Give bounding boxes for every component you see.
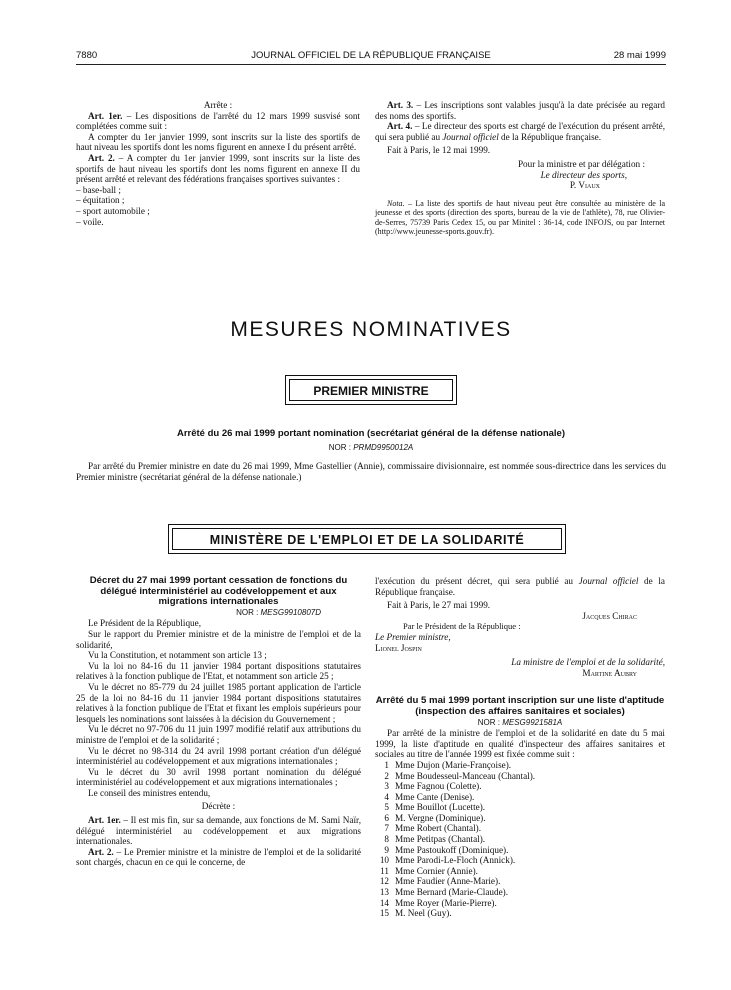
decret-para: Sur le rapport du Premier ministre et de la ministre de l'emploi et de la solidarité,: [76, 628, 361, 650]
decret-para: Vu la Constitution, et notamment son article 13 ;: [88, 650, 267, 661]
aptitude-intro: Par arrêté de la ministre de l'emploi et de la solidarité en date du 5 mai 1999, la liste d'aptitude en qualité d'inspecteur des affaires sanitaires et sociales au titre de l'année 1999 est fixée comme suit :: [375, 728, 665, 760]
list-item: [375, 802, 665, 813]
article-3: Art. 3. – Les inscriptions sont valables jusqu'à la date précisée au regard des noms des sportifs.: [375, 100, 665, 121]
list-item-number: 15: [379, 908, 389, 919]
top-left-column: [76, 100, 360, 227]
list-item: [375, 781, 665, 792]
page-number: 7880: [76, 50, 98, 61]
list-item-number: 9: [384, 844, 389, 855]
list-item-number: 4: [384, 791, 389, 802]
list-item: [375, 760, 665, 771]
decret-fait: Fait à Paris, le 27 mai 1999.: [387, 600, 491, 611]
decret-continuation: l'exécution du présent décret, qui sera publié au Journal officiel de la République française.: [375, 576, 665, 597]
aptitude-list: [375, 760, 665, 919]
nota: Nota. – La liste des sportifs de haut niveau peut être consultée au ministère de la jeunesse et des sports (direction des sports, bureau de la vie de l'athlète), 78, rue Olivier-de-Serres, 75739 Paris Cedex 15, ou par Minitel : 36-14, code INFOJS, ou par Internet (http://www.jeunesse-sports.gouv.fr).: [375, 198, 665, 236]
decret-para: Le Président de la République,: [88, 618, 202, 629]
list-item-number: 5: [384, 802, 389, 813]
ministre-emploi-line: La ministre de l'emploi et de la solidarité,: [511, 657, 665, 668]
nor-line: NOR : PRMD9950012A: [328, 443, 414, 452]
list-item: [375, 876, 665, 887]
decret-para: Vu le décret no 97-706 du 11 juin 1997 modifié relatif aux attributions du ministre de l'emploi et de la solidarité ;: [76, 724, 361, 745]
list-item-name: Mme Dujon (Marie-Françoise).: [395, 759, 512, 770]
list-item: [375, 866, 665, 877]
list-item-number: 6: [384, 812, 389, 823]
sport-item: – voile.: [76, 216, 104, 227]
list-item-name: Mme Royer (Marie-Pierre).: [395, 897, 497, 908]
ministere-heading: MINISTÈRE DE L'EMPLOI ET DE LA SOLIDARITÉ: [209, 533, 525, 547]
premier-ministre-line: Le Premier ministre,: [375, 631, 451, 642]
list-item-name: Mme Petitpas (Chantal).: [395, 834, 486, 845]
journal-title: JOURNAL OFFICIEL DE LA RÉPUBLIQUE FRANÇAISE: [251, 50, 491, 61]
list-item-number: 14: [379, 897, 389, 908]
list-item-name: Mme Pastoukoff (Dominique).: [395, 844, 509, 855]
decret-nor: NOR : MESG9910807D: [236, 607, 321, 617]
list-item: [375, 898, 665, 909]
issue-date: 28 mai 1999: [613, 50, 666, 61]
arrete-label: Arrête :: [203, 100, 233, 110]
top-right-column: [375, 100, 665, 236]
list-item: [375, 834, 665, 845]
list-item: [375, 823, 665, 834]
sport-item: – équitation ;: [76, 195, 125, 206]
list-item-name: Mme Bouillot (Lucette).: [395, 802, 486, 813]
premier-ministre-box: [285, 375, 457, 405]
list-item-number: 11: [380, 865, 389, 876]
article-1-para-2: A compter du 1er janvier 1999, sont inscrits sur la liste des sportifs de haut niveau les sportifs dont les noms figurent en annexe I du présent arrêté.: [76, 131, 360, 153]
signature-aubry: Martine Aubry: [582, 667, 637, 678]
list-item-number: 8: [384, 834, 389, 845]
signature-chirac: Jacques Chirac: [582, 610, 637, 621]
arrete-nomination-text: Par arrêté du Premier ministre en date du 26 mai 1999, Mme Gastellier (Annie), commissaire divisionnaire, est nommée sous-directrice dans les services du Premier ministre (secrétariat général de la défense nationale.): [76, 461, 666, 482]
decret-para: Le conseil des ministres entendu,: [88, 787, 211, 798]
decret-article-2: Art. 2. – Le Premier ministre et la ministre de l'emploi et de la solidarité sont chargés, chacun en ce qui le concerne, de: [76, 846, 361, 868]
list-item: [375, 855, 665, 866]
premier-ministre-heading: PREMIER MINISTRE: [313, 384, 429, 398]
article-2: Art. 2. – A compter du 1er janvier 1999, sont inscrits sur la liste des sportifs de haut niveau les sportifs dont les noms figurent en annexe II du présent arrêté et relevant des fédérations françaises sportives suivantes :: [76, 152, 360, 185]
list-item-number: 10: [379, 855, 389, 866]
aptitude-title: Arrêté du 5 mai 1999 portant inscription sur une liste d'aptitude (inspection des affaires sanitaires et sociales): [375, 695, 665, 717]
list-item: [375, 792, 665, 803]
decret-para: Vu le décret no 98-314 du 24 avril 1998 portant création d'un délégué interministériel au codéveloppement et aux migrations internationales ;: [76, 745, 361, 767]
list-item-number: 3: [384, 781, 389, 792]
decret-para: Vu la loi no 84-16 du 11 janvier 1984 portant dispositions statutaires relatives à la fonction publique de l'Etat, et notamment son article 25 ;: [76, 660, 361, 682]
decret-para: Vu le décret no 85-779 du 24 juillet 1985 portant application de l'article 25 de la loi no 84-16 du 11 janvier 1984 portant dispositions statutaires relatives à la fonction publique de l'Etat et fixant les emplois supérieurs pour lesquels les nominations sont laissées à la décision du Gouvernement ;: [76, 681, 361, 724]
list-item-number: 2: [384, 770, 389, 781]
list-item-name: Mme Fagnou (Colette).: [395, 781, 482, 792]
par-le-president: Par le Président de la République :: [403, 621, 521, 632]
list-item-name: Mme Cante (Denise).: [395, 791, 475, 802]
list-item-number: 13: [379, 887, 389, 898]
section-heading: MESURES NOMINATIVES: [230, 318, 512, 341]
article-1: Art. 1er. – Les dispositions de l'arrêté du 12 mars 1999 susvisé sont complétées comme suit :: [76, 110, 360, 132]
decret-article-1: Art. 1er. – Il est mis fin, sur sa demande, aux fonctions de M. Sami Naïr, délégué interministériel au codéveloppement et aux migrations internationales.: [76, 815, 361, 847]
list-item-name: M. Vergne (Dominique).: [395, 812, 486, 823]
list-item: [375, 845, 665, 856]
list-item-name: Mme Cornier (Annie).: [395, 865, 478, 876]
sport-item: – sport automobile ;: [76, 205, 150, 216]
list-item: [375, 813, 665, 824]
list-item: [375, 908, 665, 919]
sport-item: – base-ball ;: [76, 184, 121, 195]
list-item-number: 1: [384, 759, 389, 770]
ministere-box: [168, 524, 566, 554]
article-4: Art. 4. – Le directeur des sports est chargé de l'exécution du présent arrêté, qui sera publié au Journal officiel de la République française.: [375, 121, 665, 142]
signature-jospin: Lionel Jospin: [375, 642, 422, 653]
list-item-number: 12: [379, 876, 389, 887]
right-lower-column: [375, 576, 665, 919]
list-item-number: 7: [384, 823, 389, 834]
aptitude-nor: NOR : MESG9921581A: [477, 717, 563, 727]
list-item-name: Mme Faudier (Anne-Marie).: [395, 876, 501, 887]
list-item: [375, 771, 665, 782]
list-item-name: Mme Parodi-Le-Floch (Annick).: [395, 855, 516, 866]
list-item: [375, 887, 665, 898]
list-item-name: Mme Boudesseul-Manceau (Chantal).: [395, 770, 536, 781]
list-item-name: Mme Robert (Chantal).: [395, 823, 481, 834]
header-rule: [76, 64, 666, 65]
decret-column: [76, 576, 361, 868]
delegation-line: Pour la ministre et par délégation :: [517, 158, 645, 169]
list-item-name: M. Neel (Guy).: [395, 908, 452, 919]
decret-para: Vu le décret du 30 avril 1998 portant nomination du délégué interministériel au codéveloppement et aux migrations internationales ;: [76, 766, 361, 788]
signatory-title: Le directeur des sports,: [540, 169, 627, 180]
decret-title: Décret du 27 mai 1999 portant cessation de fonctions du délégué interministériel au codéveloppement et aux migrations internationales: [89, 575, 348, 608]
arrete-nomination-title: Arrêté du 26 mai 1999 portant nomination (secrétariat général de la défense nationale): [176, 428, 566, 439]
fait-a-paris: Fait à Paris, le 12 mai 1999.: [387, 145, 491, 156]
list-item-name: Mme Bernard (Marie-Claude).: [395, 887, 509, 898]
decrete-label: Décrète :: [201, 801, 236, 812]
signatory-name: P. Viaux: [569, 180, 600, 191]
